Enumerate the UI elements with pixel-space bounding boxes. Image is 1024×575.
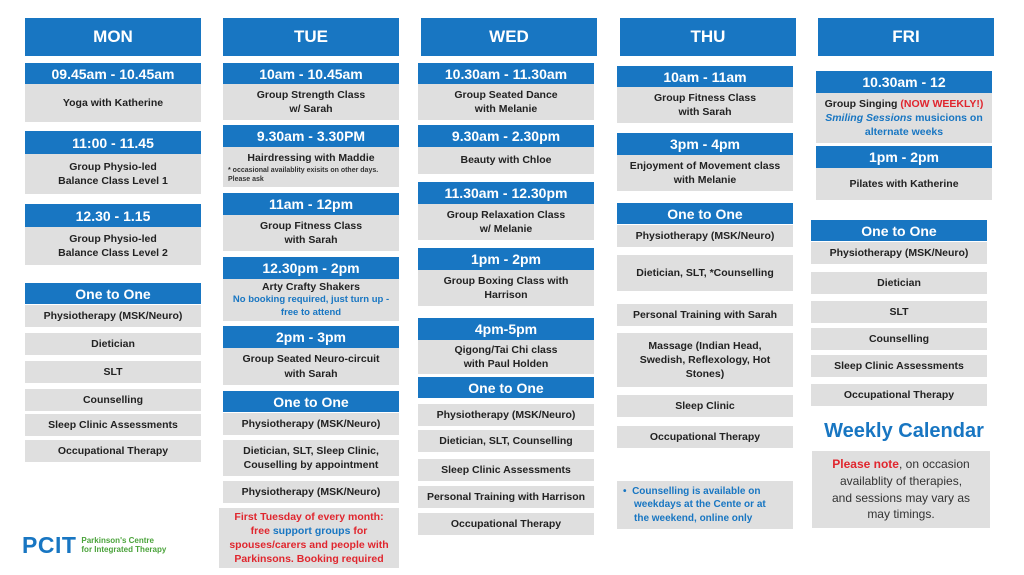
logo-mark: PCIT bbox=[22, 531, 77, 558]
thu-session-2 bbox=[617, 155, 793, 191]
weekly-badge-text: (NOW WEEKLY!) bbox=[900, 97, 984, 110]
wed-session-4 bbox=[418, 270, 594, 306]
notice-line bbox=[251, 524, 368, 538]
notice-text: for bbox=[350, 524, 368, 537]
tue-session-4 bbox=[223, 279, 399, 321]
please-note-label: Please note bbox=[832, 456, 899, 471]
tue-oto-item-line: Couselling by appointment bbox=[243, 459, 379, 471]
logo-line: for Integrated Therapy bbox=[81, 545, 167, 554]
tue-session-4-title: Arty Crafty Shakers bbox=[261, 281, 361, 294]
note-text: , on occasion bbox=[898, 456, 970, 471]
mon-session-3 bbox=[25, 227, 201, 265]
note-text: Counselling is available on bbox=[632, 485, 761, 497]
tue-session-5-title: Group Seated Neuro-circuit bbox=[242, 353, 380, 366]
tue-support-group-notice bbox=[219, 508, 399, 568]
fri-oto-item: Occupational Therapy bbox=[811, 384, 987, 406]
tue-session-2-title: Hairdressing with Maddie bbox=[247, 152, 375, 164]
mon-session-1-title: Yoga with Katherine bbox=[62, 96, 164, 109]
thu-counselling-note bbox=[617, 481, 793, 529]
tue-session-2-time: 9.30am - 3.30PM bbox=[223, 125, 399, 147]
fri-session-1-title bbox=[825, 97, 984, 111]
wed-session-5-title: Qigong/Tai Chi class bbox=[454, 343, 558, 356]
thu-session-2-detail: with Melanie bbox=[673, 174, 737, 186]
wed-oto-item: Personal Training with Harrison bbox=[418, 486, 594, 508]
notice-line: Parkinsons. Booking required bbox=[234, 553, 384, 566]
fri-session-2 bbox=[816, 168, 992, 200]
wed-oto-item: Dietician, SLT, Counselling bbox=[418, 430, 594, 452]
wed-one-to-one-header: One to One bbox=[418, 377, 594, 398]
thu-oto-item: Dietician, SLT, *Counselling bbox=[617, 255, 793, 291]
mon-one-to-one-header: One to One bbox=[25, 283, 201, 304]
tue-session-3-time: 11am - 12pm bbox=[223, 193, 399, 215]
mon-oto-item: Occupational Therapy bbox=[25, 440, 201, 462]
wed-session-3 bbox=[418, 204, 594, 240]
thu-one-to-one-header: One to One bbox=[617, 203, 793, 224]
thu-session-1-title: Group Fitness Class bbox=[653, 91, 757, 104]
thu-session-2-time: 3pm - 4pm bbox=[617, 133, 793, 155]
fri-session-1-detail bbox=[825, 111, 983, 125]
logo-text bbox=[81, 536, 166, 554]
thu-oto-item: Sleep Clinic bbox=[617, 395, 793, 417]
mon-session-3-detail: Balance Class Level 2 bbox=[58, 247, 168, 259]
tue-session-1 bbox=[223, 84, 399, 120]
mon-session-2-time: 11:00 - 11.45 bbox=[25, 131, 201, 154]
tue-session-4-time: 12.30pm - 2pm bbox=[223, 257, 399, 279]
logo-line: Parkinson's Centre bbox=[81, 535, 154, 545]
tue-one-to-one-header: One to One bbox=[223, 391, 399, 412]
mon-session-2 bbox=[25, 154, 201, 194]
mon-session-1-time: 09.45am - 10.45am bbox=[25, 63, 201, 84]
wed-session-1 bbox=[418, 84, 594, 120]
tue-session-4-note: No booking required, just turn up - bbox=[232, 294, 390, 306]
note-line: availablity of therapies, bbox=[839, 473, 963, 488]
tue-session-4-note: free to attend bbox=[280, 307, 342, 319]
thu-oto-item-line: Massage (Indian Head, bbox=[648, 339, 762, 352]
tue-oto-item bbox=[223, 440, 399, 476]
wed-oto-item: Occupational Therapy bbox=[418, 513, 594, 535]
thu-session-1 bbox=[617, 87, 793, 123]
wed-session-3-detail: w/ Melanie bbox=[479, 223, 533, 235]
mon-oto-item: SLT bbox=[25, 361, 201, 383]
smiling-sessions-text: Smiling Sessions bbox=[825, 111, 913, 124]
mon-session-2-title: Group Physio-led bbox=[69, 160, 157, 173]
notice-line: First Tuesday of every month: bbox=[234, 510, 384, 523]
tue-session-1-time: 10am - 10.45am bbox=[223, 63, 399, 84]
weekly-calendar-title: Weekly Calendar bbox=[824, 420, 984, 442]
fri-oto-item: Dietician bbox=[811, 272, 987, 294]
thu-oto-item-line: Swedish, Reflexology, Hot bbox=[639, 353, 771, 366]
notice-link-text: support groups bbox=[272, 524, 351, 537]
thu-oto-item: Personal Training with Sarah bbox=[617, 304, 793, 326]
tue-session-5 bbox=[223, 348, 399, 385]
tue-session-5-detail: with Sarah bbox=[284, 367, 338, 380]
fri-oto-item: SLT bbox=[811, 301, 987, 323]
session-title-text: Group Singing bbox=[824, 97, 901, 110]
wed-session-4-detail: Harrison bbox=[484, 289, 528, 301]
wed-oto-item: Sleep Clinic Assessments bbox=[418, 459, 594, 481]
tue-session-1-detail: w/ Sarah bbox=[289, 103, 333, 115]
mon-session-1 bbox=[25, 84, 201, 122]
tue-session-2 bbox=[223, 147, 399, 187]
tue-oto-item: Physiotherapy (MSK/Neuro) bbox=[223, 413, 399, 435]
wed-session-5 bbox=[418, 340, 594, 374]
day-header-fri: FRI bbox=[818, 18, 994, 56]
mon-session-2-detail: Balance Class Level 1 bbox=[58, 175, 168, 187]
tue-session-3-detail: with Sarah bbox=[284, 234, 338, 246]
mon-oto-item: Physiotherapy (MSK/Neuro) bbox=[25, 305, 201, 327]
note-line: the weekend, online only bbox=[634, 512, 753, 524]
detail-text: musicions on bbox=[912, 111, 983, 124]
notice-text: free bbox=[250, 524, 273, 537]
day-header-mon: MON bbox=[25, 18, 201, 56]
fri-one-to-one-header: One to One bbox=[811, 220, 987, 241]
wed-session-1-title: Group Seated Dance bbox=[454, 88, 558, 101]
wed-session-4-title: Group Boxing Class with bbox=[443, 274, 569, 287]
tue-session-3-title: Group Fitness Class bbox=[259, 219, 363, 232]
fri-session-1 bbox=[816, 93, 992, 143]
wed-oto-item: Physiotherapy (MSK/Neuro) bbox=[418, 404, 594, 426]
thu-oto-item: Physiotherapy (MSK/Neuro) bbox=[617, 225, 793, 247]
note-line: weekdays at the Cente or at bbox=[634, 499, 766, 511]
tue-session-5-time: 2pm - 3pm bbox=[223, 326, 399, 348]
pcit-logo bbox=[22, 530, 182, 560]
thu-oto-item bbox=[617, 333, 793, 387]
thu-session-1-time: 10am - 11am bbox=[617, 66, 793, 87]
fri-oto-item: Physiotherapy (MSK/Neuro) bbox=[811, 242, 987, 264]
wed-session-5-detail: with Paul Holden bbox=[463, 358, 549, 370]
tue-oto-item-line: Dietician, SLT, Sleep Clinic, bbox=[243, 444, 379, 457]
note-line: may timings. bbox=[867, 507, 935, 522]
wed-session-3-time: 11.30am - 12.30pm bbox=[418, 182, 594, 204]
tue-session-3 bbox=[223, 215, 399, 251]
wed-session-2-time: 9.30am - 2.30pm bbox=[418, 125, 594, 147]
day-header-thu: THU bbox=[620, 18, 796, 56]
fri-session-2-time: 1pm - 2pm bbox=[816, 146, 992, 168]
thu-session-1-detail: with Sarah bbox=[678, 106, 732, 118]
wed-session-5-time: 4pm-5pm bbox=[418, 318, 594, 340]
note-line bbox=[832, 456, 969, 473]
thu-session-2-title: Enjoyment of Movement class bbox=[629, 159, 781, 172]
tue-oto-item: Physiotherapy (MSK/Neuro) bbox=[223, 481, 399, 503]
wed-session-2 bbox=[418, 147, 594, 174]
thu-oto-item-line: Stones) bbox=[685, 368, 725, 381]
day-header-tue: TUE bbox=[223, 18, 399, 56]
note-line: and sessions may vary as bbox=[831, 490, 971, 505]
thu-oto-item: Occupational Therapy bbox=[617, 426, 793, 448]
tue-session-2-note: * occasional availablity exisits on other days. Please ask bbox=[228, 167, 379, 183]
fri-session-1-time: 10.30am - 12 bbox=[816, 71, 992, 93]
mon-oto-item: Counselling bbox=[25, 389, 201, 411]
mon-session-3-time: 12.30 - 1.15 bbox=[25, 204, 201, 227]
fri-session-2-title: Pilates with Katherine bbox=[849, 177, 959, 190]
wed-session-4-time: 1pm - 2pm bbox=[418, 248, 594, 270]
wed-session-3-title: Group Relaxation Class bbox=[446, 208, 566, 221]
note-line: • Counselling is available on bbox=[623, 485, 761, 497]
day-header-wed: WED bbox=[421, 18, 597, 56]
mon-session-3-title: Group Physio-led bbox=[69, 232, 157, 245]
mon-oto-item: Dietician bbox=[25, 333, 201, 355]
wed-session-1-time: 10.30am - 11.30am bbox=[418, 63, 594, 84]
fri-session-1-detail: alternate weeks bbox=[864, 126, 944, 139]
notice-line: spouses/carers and people with bbox=[229, 539, 389, 551]
wed-session-2-title: Beauty with Chloe bbox=[460, 154, 552, 167]
fri-oto-item: Sleep Clinic Assessments bbox=[811, 355, 987, 377]
tue-session-1-title: Group Strength Class bbox=[256, 88, 366, 101]
please-note-box bbox=[812, 451, 990, 528]
wed-session-1-detail: with Melanie bbox=[474, 103, 538, 115]
fri-oto-item: Counselling bbox=[811, 328, 987, 350]
mon-oto-item: Sleep Clinic Assessments bbox=[25, 414, 201, 436]
